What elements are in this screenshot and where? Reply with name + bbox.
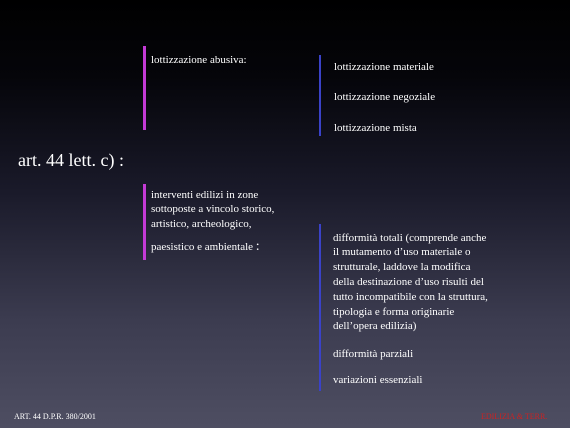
group1-item-negoziale: lottizzazione negoziale bbox=[334, 91, 436, 103]
group2-heading-colon: : bbox=[255, 239, 260, 254]
group2-item-totali-line: tipologia e forma originarie bbox=[333, 306, 455, 318]
group2-item-essenziali: variazioni essenziali bbox=[333, 374, 423, 386]
footer-brand: EDILIZIA & TERR. bbox=[481, 412, 548, 421]
group2-item-totali-line: il mutamento d’uso materiale o bbox=[333, 246, 471, 258]
group2-item-totali-line: strutturale, laddove la modifica bbox=[333, 261, 471, 273]
group2-heading-line: artistico, archeologico, bbox=[151, 218, 252, 230]
group2-item-totali-line: della destinazione d’uso risulti del bbox=[333, 276, 484, 288]
group1-item-materiale: lottizzazione materiale bbox=[334, 61, 434, 73]
group2-item-totali-line: tutto incompatibile con la struttura, bbox=[333, 291, 488, 303]
footer-reference: ART. 44 D.P.R. 380/2001 bbox=[14, 412, 96, 421]
group1-subbar bbox=[319, 55, 321, 136]
group1-heading: lottizzazione abusiva: bbox=[151, 54, 247, 66]
group2-heading-last: paesistico e ambientale bbox=[151, 241, 254, 253]
group2-item-totali-line: difformità totali (comprende anche bbox=[333, 232, 487, 244]
group2-item-parziali: difformità parziali bbox=[333, 348, 414, 360]
group2-subbar bbox=[319, 224, 321, 391]
group1-bar bbox=[143, 46, 146, 130]
group2-heading-line: sottoposte a vincolo storico, bbox=[151, 203, 275, 215]
group1-item-mista: lottizzazione mista bbox=[334, 122, 417, 134]
main-label: art. 44 lett. c) : bbox=[18, 150, 124, 170]
group2-bar bbox=[143, 184, 146, 260]
group2-item-totali-line: dell’opera edilizia) bbox=[333, 320, 417, 332]
group2-heading-line: interventi edilizi in zone bbox=[151, 189, 259, 201]
group2-heading-line bbox=[151, 240, 260, 254]
